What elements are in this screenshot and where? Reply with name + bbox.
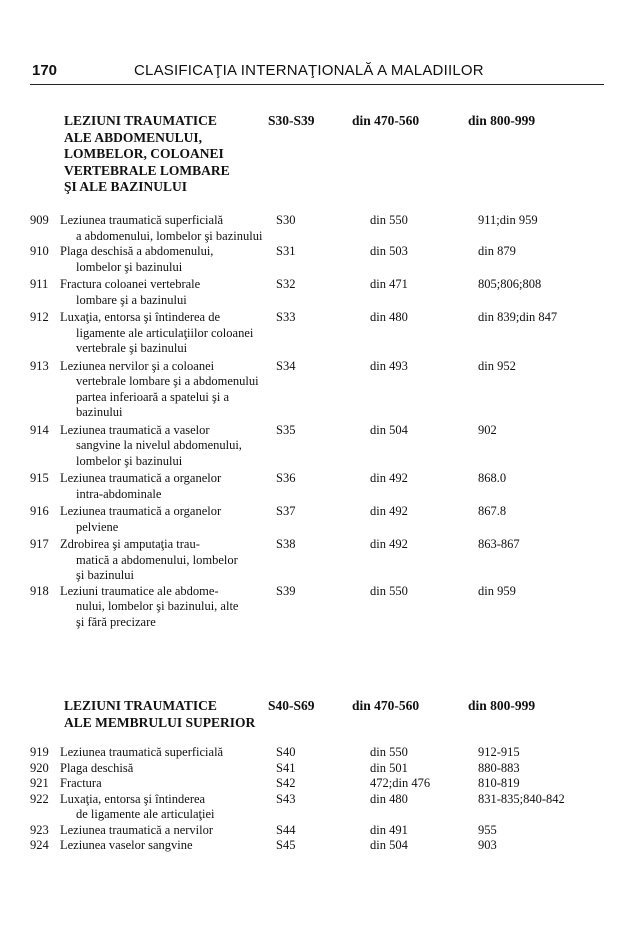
row-icd9-ref: 863-867 [478,537,520,551]
description-line: Leziunea vaselor sangvine [60,838,193,852]
row-number: 909 [30,213,49,227]
row-number: 915 [30,471,49,485]
section-col2-heading: din 470-560 [352,113,420,128]
row-description [60,213,262,244]
row-number: 911 [30,277,49,291]
description-line: ligamente ale articulaţiilor coloanei [76,325,254,340]
description-line: de ligamente ale articulaţiei [76,807,215,821]
row-number: 920 [30,760,49,775]
row-description [60,277,200,308]
description-line: lombelor şi bazinului [76,259,183,274]
row-icd9-ref: 810-819 [478,776,520,790]
description-line: sangvine la nivelul abdomenului, [76,438,242,452]
section-heading [64,113,638,196]
row-description [60,537,238,584]
section-title-line: ŞI ALE BAZINULUI [64,179,188,194]
description-line: intra-abdominale [76,486,162,501]
row-icd10-code: S35 [276,422,296,437]
description-line: Leziunea traumatică a nervilor [60,822,214,837]
section-title [64,113,638,196]
row-icd10-code: S37 [276,504,296,518]
row-description [60,471,221,502]
row-number: 913 [30,358,49,373]
row-number: 917 [30,537,49,551]
row-icd10-code: S42 [276,776,296,790]
description-line: Leziunea traumatică a organelor [60,504,222,518]
row-icd10-code: S38 [276,537,296,551]
section-title-line: ALE ABDOMENULUI, [64,129,203,145]
row-icd10-code: S32 [276,277,296,291]
description-line: Leziunea traumatică superficială [60,213,224,227]
row-icd10-code: S36 [276,471,296,485]
row-icd10-code: S44 [276,822,296,837]
description-line: lombare şi a bazinului [76,292,187,307]
description-line: Plaga deschisă a abdomenului, [60,244,214,258]
description-line: nului, lombelor şi bazinului, alte [76,599,239,613]
row-icd9-ref: 805;806;808 [478,277,542,291]
description-line: şi bazinului [76,568,134,582]
page-number: 170 [32,62,58,79]
row-icd9-ref: din 959 [478,583,516,598]
row-number: 924 [30,838,49,852]
page-header [30,60,604,85]
row-icd10-code: S31 [276,244,296,258]
row-number: 914 [30,422,49,437]
description-line: lombelor şi bazinului [76,453,183,468]
row-list-ref: din 492 [370,537,408,551]
row-list-ref: 472;din 476 [370,776,431,790]
description-line: şi fără precizare [76,614,156,629]
row-icd10-code: S40 [276,745,296,759]
row-list-ref: din 504 [370,422,408,437]
row-icd10-code: S34 [276,358,296,373]
row-list-ref: din 550 [370,213,408,227]
row-list-ref: din 491 [370,822,408,837]
row-number: 923 [30,822,49,837]
row-list-ref: din 493 [370,358,408,373]
row-description [60,584,238,631]
row-description [60,838,193,854]
section-title-line: LOMBELOR, COLOANEI [64,146,224,161]
row-number: 922 [30,791,49,806]
description-line: vertebrale lombare şi a abdomenului [76,374,259,388]
row-list-ref: din 550 [370,583,408,598]
row-icd9-ref: 902 [478,422,497,437]
row-list-ref: din 492 [370,471,408,485]
section-col3-heading: din 800-999 [468,113,536,128]
row-list-ref: din 480 [370,791,408,806]
row-number: 919 [30,745,49,759]
running-title: CLASIFICAŢIA INTERNAŢIONALĂ A MALADIILOR [134,62,484,79]
row-description [60,504,221,535]
row-icd9-ref: 912-915 [478,745,520,759]
row-description [60,423,242,470]
row-icd9-ref: 880-883 [478,760,520,775]
row-number: 910 [30,244,49,258]
description-line: Fractura coloanei vertebrale [60,277,201,291]
section-title-line: ALE MEMBRULUI SUPERIOR [64,714,256,730]
row-list-ref: din 471 [370,277,408,291]
row-description [60,776,102,792]
row-description [60,792,214,823]
description-line: Plaga deschisă [60,760,134,775]
row-icd10-code: S43 [276,791,296,806]
row-icd10-code: S45 [276,838,296,852]
description-line: Leziunea nervilor şi a coloanei [60,358,215,373]
row-description [60,310,253,357]
section-title-line: LEZIUNI TRAUMATICE [64,698,217,713]
row-list-ref: din 550 [370,745,408,759]
row-icd10-code: S41 [276,760,296,775]
description-line: a abdomenului, lombelor şi bazinului [76,228,263,243]
row-description [60,359,259,421]
row-number: 921 [30,776,49,790]
description-line: bazinului [76,405,123,419]
description-line: Leziuni traumatice ale abdome- [60,583,219,598]
row-icd9-ref: 831-835;840-842 [478,791,565,806]
section-title-line: VERTEBRALE LOMBARE [64,162,230,178]
row-icd9-ref: 868.0 [478,471,507,485]
row-list-ref: din 501 [370,760,408,775]
row-icd9-ref: 867.8 [478,504,507,518]
section-col3-heading: din 800-999 [468,698,536,713]
section-col2-heading: din 470-560 [352,698,420,713]
row-description [60,745,223,761]
section-code-range: S30-S39 [268,113,315,128]
description-line: Fractura [60,776,102,790]
description-line: Luxaţia, entorsa şi întinderea de [60,310,221,324]
description-line: Leziunea traumatică superficială [60,745,224,759]
row-number: 912 [30,310,49,324]
description-line: Leziunea traumatică a organelor [60,471,222,485]
description-line: vertebrale şi bazinului [76,341,188,355]
description-line: pelviene [76,519,119,534]
row-description [60,761,133,777]
section-title [64,698,638,731]
row-icd9-ref: din 952 [478,358,516,373]
description-line: matică a abdomenului, lombelor [76,552,238,567]
row-number: 916 [30,504,49,518]
row-description [60,244,213,275]
description-line: Luxaţia, entorsa şi întinderea [60,791,206,806]
row-icd9-ref: din 879 [478,244,516,258]
section-code-range: S40-S69 [268,698,315,713]
row-icd10-code: S30 [276,213,296,227]
row-icd9-ref: 955 [478,822,497,837]
description-line: partea inferioară a spatelui şi a [76,389,230,404]
row-icd9-ref: din 839;din 847 [478,310,558,324]
row-icd10-code: S33 [276,310,296,324]
section-heading [64,698,638,731]
row-list-ref: din 504 [370,838,408,852]
row-list-ref: din 480 [370,310,408,324]
section-title-line: LEZIUNI TRAUMATICE [64,113,217,128]
row-number: 918 [30,583,49,598]
description-line: Leziunea traumatică a vaselor [60,422,210,437]
description-line: Zdrobirea şi amputaţia trau- [60,537,200,551]
row-icd9-ref: 903 [478,838,497,852]
row-list-ref: din 492 [370,504,408,518]
row-list-ref: din 503 [370,244,408,258]
row-description [60,823,213,839]
row-icd10-code: S39 [276,583,296,598]
row-icd9-ref: 911;din 959 [478,213,538,227]
